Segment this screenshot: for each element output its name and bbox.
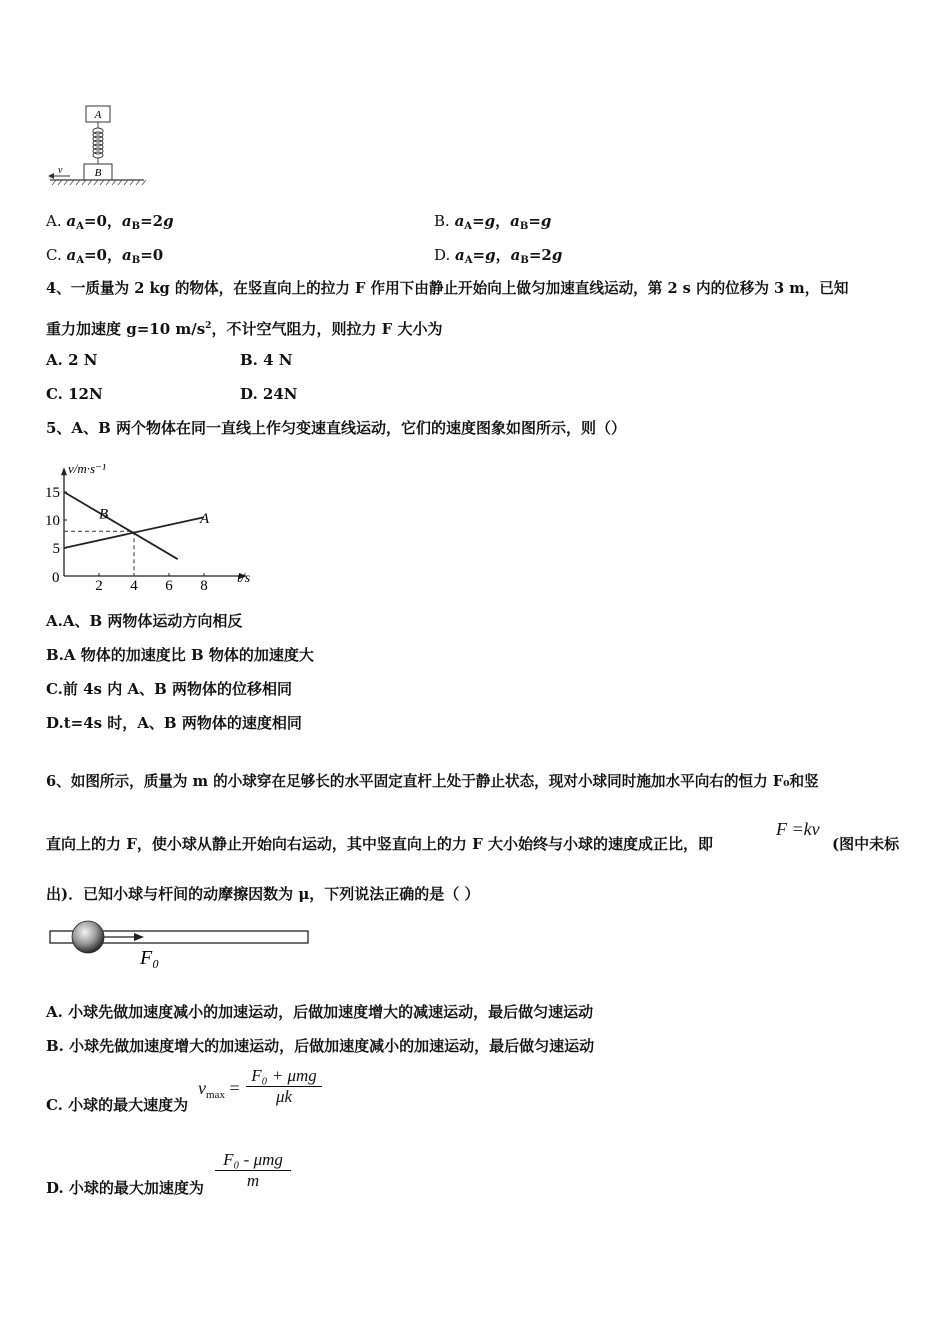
q6-option-b: B. 小球先做加速度增大的加速运动，后做加速度减小的加速运动，最后做匀速运动 [46, 1037, 595, 1055]
spring-coil [93, 122, 103, 164]
q5-option-a: A.A、B 两物体运动方向相反 [46, 612, 243, 630]
q6-option-d-denominator: m [246, 1171, 260, 1190]
x-tick-label: 4 [130, 578, 138, 594]
q3-option-c: C. $a_A=0$，$a_B=0$ [46, 246, 164, 266]
series-label-b: B [99, 506, 109, 523]
q3-option-a: A. $a_A=0$，$a_B=2g$ [46, 212, 174, 232]
q5-option-c: C.前 4s 内 A、B 两物体的位移相同 [46, 680, 292, 698]
x-tick-label: 8 [200, 578, 208, 594]
q4-option-b: B. 4 N [240, 351, 293, 369]
velocity-arrow-head [48, 173, 54, 179]
q4-option-d: D. 24N [240, 385, 298, 403]
series-label-a: A [200, 511, 210, 528]
q3-option-d-prefix: D. [434, 246, 456, 264]
y-tick-label: 15 [45, 485, 60, 501]
q6-stem-line1: 6、如图所示，质量为 m 的小球穿在足够长的水平固定直杆上处于静止状态，现对小球同时施加水平向右的恒力 F₀和竖 [46, 773, 819, 790]
block-a-label: A [94, 109, 102, 121]
q6-stem-line2: 直向上的力 F，使小球从静止开始向右运动，其中竖直向上的力 F 大小始终与小球的速度成正比，即 [46, 835, 713, 853]
q6-option-c-lhs: $v_{max}$ = [198, 1078, 240, 1101]
y-tick-label: 10 [45, 513, 60, 529]
q4-stem-line2-sup: 2 [205, 321, 212, 331]
x-axis-label: t/s [237, 571, 251, 586]
q3-option-b-prefix: B. [434, 212, 455, 230]
vt-chart [40, 446, 270, 596]
q4-option-a: A. 2 N [46, 351, 98, 369]
q3-option-b: B. $a_A=g$，$a_B=g$ [434, 212, 552, 232]
x-tick-label: 6 [165, 578, 173, 594]
origin-label: 0 [52, 570, 60, 586]
q6-stem-line2-tail: (图中未标 [832, 835, 900, 853]
q5-option-b: B.A 物体的加速度比 B 物体的加速度大 [46, 646, 314, 664]
q6-option-c-numerator: F₀ + μmg [251, 1066, 317, 1085]
q6-option-a: A. 小球先做加速度减小的加速运动，后做加速度增大的减速运动，最后做匀速运动 [46, 1003, 594, 1021]
q6-option-d: D. 小球的最大加速度为 [46, 1179, 204, 1197]
q6-option-c-v: v [198, 1078, 206, 1098]
q6-option-c-fraction [246, 1066, 322, 1107]
q6-option-c-denominator: μk [275, 1087, 293, 1106]
q5-option-d: D.t=4s 时，A、B 两物体的速度相同 [46, 714, 302, 732]
q4-option-c: C. 12N [46, 385, 103, 403]
series-line-b [64, 492, 178, 559]
q6-option-d-numerator: F₀ - μmg [223, 1150, 283, 1169]
block-b-label: B [94, 167, 102, 179]
rod-figure [48, 918, 318, 970]
q3-option-d: D. $a_A=g$，$a_B=2g$ [434, 246, 563, 266]
spring-figure [40, 100, 150, 192]
ground-hatch [52, 180, 146, 185]
q4-stem-line1: 4、一质量为 2 kg 的物体，在竖直向上的拉力 F 作用下由静止开始向上做匀加速直线运动，第 2 s 内的位移为 3 m，已知 [46, 280, 849, 297]
q6-stem-line3: 出)．已知小球与杆间的动摩擦因数为 μ，下列说法正确的是（ ） [46, 885, 480, 903]
y-axis-label: v/m·s⁻¹ [68, 461, 106, 477]
y-axis-arrow [61, 467, 67, 475]
q3-option-a-prefix: A. [46, 212, 67, 230]
velocity-label: v [58, 165, 63, 176]
q6-option-c: C. 小球的最大速度为 [46, 1096, 189, 1114]
q3-option-c-prefix: C. [46, 246, 67, 264]
force-label: F₀ [140, 947, 160, 969]
q6-option-d-fraction [215, 1150, 291, 1191]
q4-stem-line2 [46, 316, 443, 339]
y-tick-label: 5 [52, 541, 60, 557]
q6-formula-fkv: F =kv [776, 819, 820, 839]
x-tick-label: 2 [95, 578, 103, 594]
ball [72, 921, 104, 953]
q5-stem: 5、A、B 两个物体在同一直线上作匀变速直线运动，它们的速度图象如图所示，则（） [46, 419, 626, 437]
q4-stem-line2-b: ，不计空气阻力，则拉力 F 大小为 [211, 320, 443, 338]
q4-stem-line2-a: 重力加速度 g=10 m/s [46, 320, 206, 338]
q6-option-c-sub: max [206, 1089, 225, 1101]
